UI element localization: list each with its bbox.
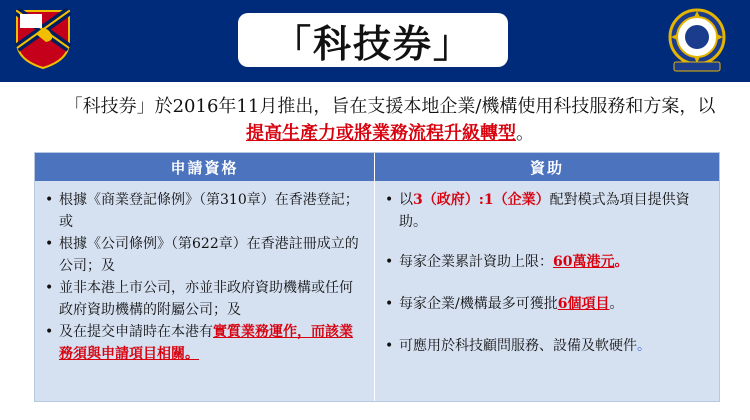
funding-item [379, 293, 711, 315]
eligibility-item: • 根據《商業登記條例》（第310章）在香港登記；或 [39, 189, 364, 233]
funding-column [375, 181, 719, 401]
intro-end: 。 [516, 123, 534, 144]
funding-item [379, 335, 711, 357]
funding-projects: 6個項目 [557, 296, 610, 312]
intro-paragraph [60, 93, 720, 147]
funding-text: 配對模式為項目提供資助。 [399, 192, 690, 230]
header-funding: 資助 [375, 153, 719, 181]
eligibility-text: 及在提交申請時在本港有 [59, 324, 213, 340]
page-title: 「科技券」 [238, 13, 508, 67]
funding-item [379, 189, 711, 233]
police-badge-icon [666, 6, 728, 74]
column-divider [374, 153, 375, 401]
funding-text: 。 [614, 254, 629, 270]
funding-ratio: 3（政府）:1（企業） [413, 192, 550, 208]
funding-text: 可應用於科技顧問服務、設備及軟硬件 [399, 338, 637, 354]
header-eligibility: 申請資格 [35, 153, 374, 181]
funding-text: 以 [399, 192, 413, 208]
funding-text: 。 [637, 338, 651, 354]
funding-text: 每家企業累計資助上限： [399, 254, 553, 270]
eligibility-item: • 根據《公司條例》（第622章）在香港註冊成立的公司；及 [39, 233, 364, 277]
intro-highlight: 提高生產力或將業務流程升級轉型 [246, 123, 516, 144]
intro-text: 「科技券」於2016年11月推出，旨在支援本地企業/機構使用科技服務和方案，以 [64, 96, 716, 117]
eligibility-highlight: 實質業務運作，而該業務須與申請項目相關。 [59, 324, 353, 362]
funding-text: 。 [609, 296, 624, 312]
funding-cap: 60萬港元 [553, 254, 615, 270]
eligibility-funding-table [34, 152, 720, 402]
eligibility-item: • 並非本港上市公司，亦並非政府資助機構或任何政府資助機構的附屬公司；及 [39, 277, 364, 321]
eligibility-item-last [39, 321, 364, 365]
college-crest-icon [14, 8, 72, 70]
funding-text: 每家企業/機構最多可獲批 [399, 296, 558, 312]
funding-item [379, 251, 711, 273]
header-banner [0, 0, 750, 82]
eligibility-column [35, 181, 374, 401]
